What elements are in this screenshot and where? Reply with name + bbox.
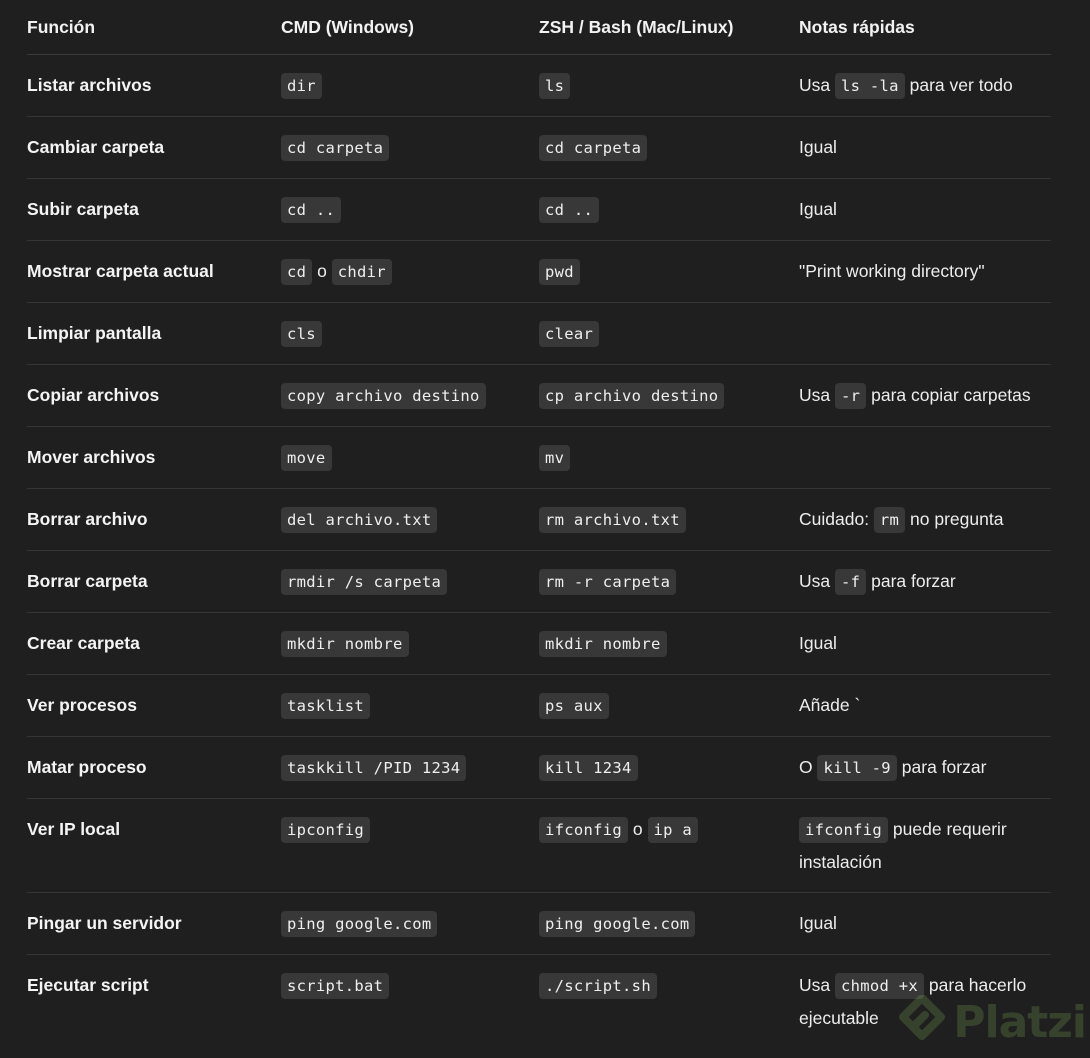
command-snippet: clear — [539, 321, 599, 347]
function-cell — [27, 55, 281, 117]
cell-text: puede requerir instalación — [799, 819, 1007, 872]
command-snippet: cd carpeta — [539, 135, 647, 161]
cmd-cell — [281, 303, 539, 365]
notes-cell — [799, 117, 1051, 179]
function-cell — [27, 551, 281, 613]
command-snippet: mv — [539, 445, 570, 471]
table-row — [27, 893, 1051, 955]
notes-cell-content — [799, 955, 1051, 1048]
table-row — [27, 241, 1051, 303]
command-snippet: -r — [835, 383, 866, 409]
table-row — [27, 427, 1051, 489]
command-snippet: ls -la — [835, 73, 905, 99]
cmd-cell-content — [281, 303, 539, 364]
notes-cell-content — [799, 303, 1051, 331]
function-cell — [27, 613, 281, 675]
command-snippet: kill -9 — [817, 755, 896, 781]
function-cell — [27, 427, 281, 489]
notes-cell-content — [799, 241, 1051, 301]
function-cell — [27, 675, 281, 737]
zsh-cell — [539, 675, 799, 737]
command-snippet: ./script.sh — [539, 973, 657, 999]
notes-cell-content — [799, 675, 1051, 735]
function-cell — [27, 241, 281, 303]
function-cell — [27, 117, 281, 179]
zsh-cell-content — [539, 427, 799, 488]
cell-text: Usa — [799, 75, 835, 95]
command-snippet: dir — [281, 73, 322, 99]
command-snippet: del archivo.txt — [281, 507, 437, 533]
command-snippet: rmdir /s carpeta — [281, 569, 447, 595]
zsh-cell-content — [539, 303, 799, 364]
cell-text: Igual — [799, 633, 837, 653]
function-label: Listar archivos — [27, 75, 152, 95]
command-snippet: pwd — [539, 259, 580, 285]
command-snippet: chdir — [332, 259, 392, 285]
zsh-cell — [539, 737, 799, 799]
cmd-cell-content — [281, 427, 539, 488]
table-row — [27, 675, 1051, 737]
notes-cell-content — [799, 799, 1051, 892]
function-label: Matar proceso — [27, 757, 147, 777]
cell-text: para forzar — [866, 571, 956, 591]
zsh-cell-content — [539, 489, 799, 550]
zsh-cell-content — [539, 737, 799, 798]
cmd-cell-content — [281, 489, 539, 550]
function-label: Pingar un servidor — [27, 913, 182, 933]
table-header — [27, 0, 1051, 55]
notes-cell — [799, 955, 1051, 1049]
notes-cell — [799, 365, 1051, 427]
cmd-cell-content — [281, 799, 539, 860]
command-snippet: copy archivo destino — [281, 383, 486, 409]
function-cell — [27, 365, 281, 427]
command-snippet: ping google.com — [539, 911, 695, 937]
table-row — [27, 551, 1051, 613]
zsh-cell — [539, 799, 799, 893]
table-body — [27, 55, 1051, 1049]
cell-text: Usa — [799, 975, 835, 995]
zsh-cell — [539, 613, 799, 675]
notes-cell-content — [799, 613, 1051, 673]
command-snippet: ls — [539, 73, 570, 99]
cell-text: Igual — [799, 137, 837, 157]
function-label: Crear carpeta — [27, 633, 140, 653]
cmd-cell — [281, 55, 539, 117]
cmd-cell-content — [281, 55, 539, 116]
command-snippet: ifconfig — [539, 817, 628, 843]
function-label: Ejecutar script — [27, 975, 149, 995]
table-row — [27, 117, 1051, 179]
function-cell — [27, 303, 281, 365]
zsh-cell-content — [539, 955, 799, 1016]
cmd-cell — [281, 241, 539, 303]
commands-table — [27, 0, 1051, 1048]
command-snippet: cd .. — [539, 197, 599, 223]
cell-text: O — [799, 757, 818, 777]
cmd-cell-content — [281, 551, 539, 612]
notes-cell — [799, 799, 1051, 893]
notes-cell — [799, 893, 1051, 955]
cmd-cell — [281, 117, 539, 179]
function-label: Mostrar carpeta actual — [27, 261, 214, 281]
function-label: Cambiar carpeta — [27, 137, 165, 157]
command-snippet: kill 1234 — [539, 755, 638, 781]
cell-text: Añade ` — [799, 695, 861, 715]
cmd-cell-content — [281, 613, 539, 674]
zsh-cell — [539, 893, 799, 955]
cmd-cell — [281, 551, 539, 613]
cmd-cell — [281, 179, 539, 241]
cell-text: "Print working directory" — [799, 261, 985, 281]
cmd-cell — [281, 427, 539, 489]
function-cell — [27, 893, 281, 955]
notes-cell-content — [799, 737, 1051, 798]
notes-cell-content — [799, 489, 1051, 550]
cell-text: no pregunta — [905, 509, 1004, 529]
table-row — [27, 365, 1051, 427]
notes-cell — [799, 179, 1051, 241]
cmd-cell-content — [281, 737, 539, 798]
zsh-cell — [539, 365, 799, 427]
header-zsh: ZSH / Bash (Mac/Linux) — [539, 0, 799, 55]
cmd-cell-content — [281, 893, 539, 954]
command-snippet: mkdir nombre — [539, 631, 667, 657]
cell-text: Usa — [799, 571, 835, 591]
cell-text: Igual — [799, 913, 837, 933]
cmd-cell — [281, 737, 539, 799]
header-notas: Notas rápidas — [799, 0, 1051, 55]
cell-text: para copiar carpetas — [866, 385, 1031, 405]
command-snippet: script.bat — [281, 973, 389, 999]
function-label: Ver IP local — [27, 819, 121, 839]
cmd-cell-content — [281, 955, 539, 1016]
zsh-cell-content — [539, 799, 799, 860]
notes-cell — [799, 55, 1051, 117]
zsh-cell-content — [539, 613, 799, 674]
table-row — [27, 613, 1051, 675]
cmd-cell — [281, 955, 539, 1049]
zsh-cell-content — [539, 893, 799, 954]
table-row — [27, 55, 1051, 117]
command-snippet: -f — [835, 569, 866, 595]
cell-text: Cuidado: — [799, 509, 874, 529]
cell-text: o — [628, 819, 648, 839]
table-row — [27, 489, 1051, 551]
notes-cell — [799, 675, 1051, 737]
notes-cell-content — [799, 427, 1051, 455]
commands-table-container — [27, 0, 1051, 1048]
zsh-cell — [539, 551, 799, 613]
notes-cell-content — [799, 893, 1051, 953]
cell-text: para ver todo — [904, 75, 1013, 95]
cmd-cell — [281, 893, 539, 955]
notes-cell — [799, 551, 1051, 613]
function-cell — [27, 955, 281, 1049]
zsh-cell — [539, 241, 799, 303]
zsh-cell — [539, 303, 799, 365]
function-label: Ver procesos — [27, 695, 137, 715]
command-snippet: rm -r carpeta — [539, 569, 676, 595]
command-snippet: cd carpeta — [281, 135, 389, 161]
notes-cell — [799, 737, 1051, 799]
notes-cell-content — [799, 365, 1051, 426]
command-snippet: ping google.com — [281, 911, 437, 937]
notes-cell-content — [799, 551, 1051, 612]
function-cell — [27, 799, 281, 893]
cell-text: o — [312, 261, 332, 281]
zsh-cell-content — [539, 55, 799, 116]
cell-text: para forzar — [896, 757, 987, 777]
zsh-cell-content — [539, 365, 799, 426]
command-snippet: cd .. — [281, 197, 341, 223]
table-row — [27, 737, 1051, 799]
notes-cell — [799, 241, 1051, 303]
notes-cell — [799, 303, 1051, 365]
notes-cell-content — [799, 117, 1051, 177]
command-snippet: cp archivo destino — [539, 383, 724, 409]
function-label: Mover archivos — [27, 447, 156, 467]
cmd-cell-content — [281, 241, 539, 302]
cell-text: Usa — [799, 385, 835, 405]
notes-cell — [799, 427, 1051, 489]
zsh-cell-content — [539, 179, 799, 240]
function-label: Copiar archivos — [27, 385, 160, 405]
function-label: Limpiar pantalla — [27, 323, 162, 343]
notes-cell-content — [799, 55, 1051, 116]
zsh-cell — [539, 489, 799, 551]
cmd-cell — [281, 489, 539, 551]
cmd-cell-content — [281, 117, 539, 178]
command-snippet: taskkill /PID 1234 — [281, 755, 466, 781]
cmd-cell — [281, 799, 539, 893]
zsh-cell-content — [539, 551, 799, 612]
function-label: Subir carpeta — [27, 199, 139, 219]
command-snippet: cd — [281, 259, 312, 285]
cmd-cell — [281, 613, 539, 675]
function-cell — [27, 179, 281, 241]
command-snippet: ifconfig — [799, 817, 888, 843]
cmd-cell-content — [281, 179, 539, 240]
zsh-cell-content — [539, 241, 799, 302]
function-cell — [27, 737, 281, 799]
table-row — [27, 955, 1051, 1049]
table-row — [27, 179, 1051, 241]
command-snippet: rm archivo.txt — [539, 507, 686, 533]
command-snippet: ip a — [648, 817, 699, 843]
notes-cell-content — [799, 179, 1051, 239]
header-funcion: Función — [27, 0, 281, 55]
header-row — [27, 0, 1051, 55]
zsh-cell — [539, 179, 799, 241]
zsh-cell — [539, 55, 799, 117]
command-snippet: chmod +x — [835, 973, 924, 999]
zsh-cell — [539, 955, 799, 1049]
command-snippet: move — [281, 445, 332, 471]
command-snippet: rm — [874, 507, 905, 533]
command-snippet: tasklist — [281, 693, 370, 719]
cmd-cell — [281, 675, 539, 737]
cell-text: para hacerlo ejecutable — [799, 975, 1027, 1028]
header-cmd: CMD (Windows) — [281, 0, 539, 55]
zsh-cell-content — [539, 117, 799, 178]
function-label: Borrar carpeta — [27, 571, 148, 591]
zsh-cell — [539, 427, 799, 489]
function-label: Borrar archivo — [27, 509, 148, 529]
cmd-cell — [281, 365, 539, 427]
notes-cell — [799, 489, 1051, 551]
command-snippet: ps aux — [539, 693, 609, 719]
zsh-cell — [539, 117, 799, 179]
command-snippet: ipconfig — [281, 817, 370, 843]
command-snippet: mkdir nombre — [281, 631, 409, 657]
zsh-cell-content — [539, 675, 799, 736]
cell-text: Igual — [799, 199, 837, 219]
cmd-cell-content — [281, 675, 539, 736]
command-snippet: cls — [281, 321, 322, 347]
cmd-cell-content — [281, 365, 539, 426]
table-row — [27, 799, 1051, 893]
notes-cell — [799, 613, 1051, 675]
watermark-text: Platzi — [953, 997, 1086, 1048]
function-cell — [27, 489, 281, 551]
table-row — [27, 303, 1051, 365]
